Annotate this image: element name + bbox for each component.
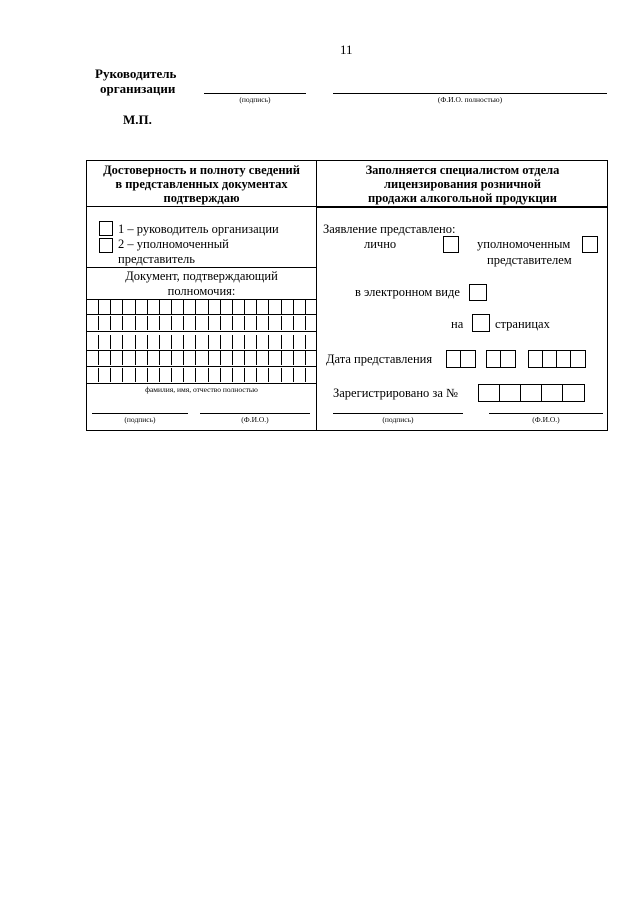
date-year-cells[interactable] — [528, 350, 586, 368]
option2-label-line1: 2 – уполномоченный — [118, 237, 229, 251]
page-number: 11 — [340, 42, 353, 57]
pages-label: страницах — [495, 317, 550, 331]
signature-title-line1: Руководитель — [95, 66, 177, 81]
right-fio-caption: (Ф.И.О.) — [532, 415, 560, 424]
grid-row-2[interactable] — [87, 316, 317, 330]
left-fio-caption: (Ф.И.О.) — [241, 415, 269, 424]
date-day-cells[interactable] — [446, 350, 476, 368]
in-person-checkbox[interactable] — [443, 236, 459, 253]
registered-label: Зарегистрировано за № — [333, 386, 458, 400]
right-signature-caption: (подпись) — [382, 415, 414, 424]
option1-label: 1 – руководитель организации — [118, 222, 279, 236]
right-header-line3: продажи алкогольной продукции — [368, 191, 557, 205]
left-header-bottom — [86, 206, 317, 207]
by-rep-label-line1: уполномоченным — [477, 237, 571, 251]
right-signature-line — [333, 413, 463, 414]
right-fio-line — [489, 413, 603, 414]
signature-title-line2: организации — [100, 81, 176, 96]
left-signature-caption: (подпись) — [124, 415, 156, 424]
left-fio-line — [200, 413, 310, 414]
right-header-line2: лицензирования розничной — [384, 177, 541, 191]
registration-number-cells[interactable] — [478, 384, 585, 402]
name-caption: фамилия, имя, отчество полностью — [145, 385, 258, 394]
fio-line — [333, 93, 607, 94]
doc-top-line — [86, 267, 317, 268]
signature-line — [204, 93, 306, 94]
left-signature-line — [92, 413, 188, 414]
on-label: на — [451, 317, 464, 331]
left-header-line1: Достоверность и полноту сведений — [103, 163, 300, 177]
pages-count-box[interactable] — [472, 314, 490, 332]
option1-checkbox[interactable] — [99, 221, 113, 236]
date-month-cells[interactable] — [486, 350, 516, 368]
grid-row-3[interactable] — [87, 335, 317, 349]
option2-checkbox[interactable] — [99, 238, 113, 253]
grid-row-4[interactable] — [87, 351, 317, 365]
left-header-line2: в представленных документах — [115, 177, 288, 191]
submitted-label: Заявление представлено: — [323, 222, 456, 236]
right-header — [317, 163, 608, 205]
electronic-checkbox[interactable] — [469, 284, 487, 301]
left-header — [86, 163, 317, 205]
doc-heading-line2: полномочия: — [167, 284, 236, 298]
by-rep-label-line2: представителем — [487, 253, 572, 267]
right-header-line1: Заполняется специалистом отдела — [365, 163, 560, 177]
date-label: Дата представления — [326, 352, 433, 366]
option2-label-line2: представитель — [118, 252, 195, 266]
grid-row-5[interactable] — [87, 368, 317, 382]
left-header-line3: подтверждаю — [163, 191, 240, 205]
in-person-label: лично — [364, 237, 397, 251]
signature-caption: (подпись) — [239, 95, 271, 104]
doc-heading — [86, 269, 317, 299]
grid-row-1[interactable] — [87, 300, 317, 314]
stamp-label: М.П. — [123, 112, 152, 127]
electronic-label: в электронном виде — [355, 285, 460, 299]
fio-caption: (Ф.И.О. полностью) — [437, 95, 503, 104]
doc-heading-line1: Документ, подтверждающий — [125, 269, 278, 283]
by-rep-checkbox[interactable] — [582, 236, 598, 253]
right-header-bottom — [316, 206, 608, 208]
